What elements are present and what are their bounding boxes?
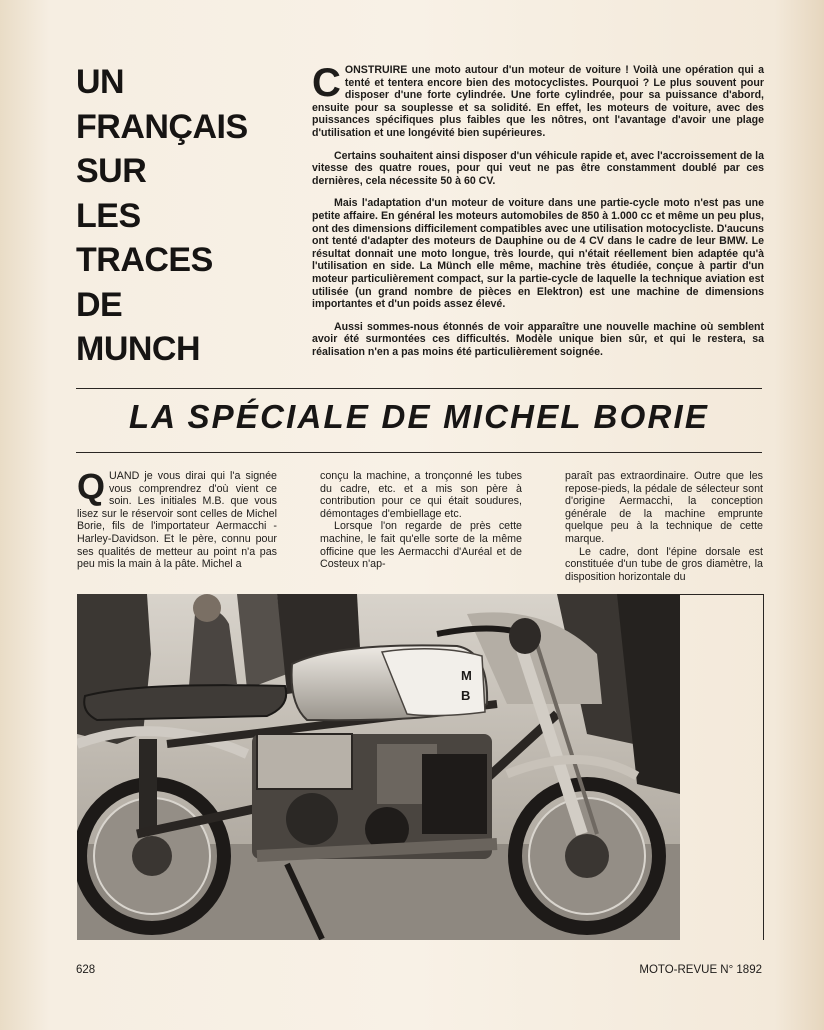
intro-paragraph: Certains souhaitent ainsi disposer d'un véhicule rapide et, avec l'accroissement de la vitesse des quatre roues, pour qui veut ne pas être constamment doublé par ces dernières, cela nécessite 50 à 60 CV. bbox=[312, 149, 764, 187]
drop-cap: Q bbox=[77, 466, 106, 507]
side-title-line: TRACES bbox=[76, 241, 213, 279]
column-paragraph: Le cadre, dont l'épine dorsale est constituée d'un tube de gros diamètre, la disposition horizontale du bbox=[565, 545, 763, 583]
top-rule bbox=[76, 388, 762, 389]
photo-frame bbox=[680, 594, 764, 940]
intro-paragraph bbox=[312, 61, 764, 140]
column-paragraph: paraît pas extraordinaire. Outre que les repose-pieds, la pédale de sélecteur sont d'origine Aermacchi, la conception générale de la machine emprunte quelque peu à la technique de cette marque. bbox=[565, 470, 763, 545]
motorcycle-photo bbox=[77, 594, 680, 940]
side-title-line: MUNCH bbox=[76, 330, 201, 368]
side-title-line: DE bbox=[76, 285, 123, 324]
intro-text bbox=[312, 61, 764, 368]
drop-cap: C bbox=[312, 61, 341, 105]
motorcycle-illustration bbox=[77, 594, 680, 940]
side-title bbox=[76, 60, 276, 372]
side-title-line: LES bbox=[76, 196, 141, 235]
column-paragraph bbox=[77, 466, 277, 571]
tank-letter-b: B bbox=[461, 688, 471, 703]
intro-paragraph: Aussi sommes-nous étonnés de voir apparaître une nouvelle machine où semblent avoir été surmontées ces difficultés. Modèle unique bien sûr, et qui le restera, sa réalisation n'en a pas moins été particulièrement soignée. bbox=[312, 320, 764, 358]
headline: LA SPÉCIALE DE MICHEL BORIE bbox=[128, 398, 710, 435]
headline-rule bbox=[76, 452, 762, 453]
side-title-line: SUR bbox=[76, 152, 147, 190]
article-column-1 bbox=[77, 466, 277, 571]
intro-paragraph: Mais l'adaptation d'un moteur de voiture dans une partie-cycle moto n'est pas une petite affaire. En général les moteurs automobiles de 850 à 1.000 cc et même un peu plus, ont des dimensions difficilement compatibles avec une utilisation motocycliste. D'aucuns ont tenté d'adapter des moteurs de Dauphine ou de 4 CV dans le cadre de leur BMW. Le résultat donnait une moto longue, très lourde, qui n'était réellement bien adaptée qu'à l'utilisation en side. La Münch elle même, machine très étudiée, conçue à partir d'un moteur particulièrement compact, sur la partie-cycle de laquelle la technique aviation est utilisée (un grand nombre de pièces en Elektron) est une machine de dimensions importantes et d'un poids assez élevé. bbox=[312, 197, 764, 311]
column-text: UAND je vous dirai qui l'a signée vous comprendrez d'où vient ce soin. Les initiales M.B. que vous lisez sur le réservoir sont celles de Michel Borie, fils de l'importateur Aermacchi - Harley-Davidson. Et le père, connu pour ses qualités de metteur au point n'a pas peu mis la main à la pâte. Michel a bbox=[77, 470, 277, 571]
intro-paragraph-text: ONSTRUIRE une moto autour d'un moteur de voiture ! Voilà une opération qui a tenté et tentera encore bien des motocyclistes. Pourquoi ? Le plus souvent pour disposer d'une forte cylindrée. Une forte cylindrée, pour sa puissance d'abord, ensuite pour sa souplesse et sa solidité. En effet, les moteurs de voiture, avec des puissances spécifiques plus faibles que les nôtres, ont l'avantage d'avoir une plage d'utilisation et une longévité bien supérieures. bbox=[312, 64, 764, 139]
publication-issue: MOTO-REVUE N° 1892 bbox=[639, 964, 762, 976]
tank-letter-m: M bbox=[461, 668, 472, 683]
side-title-line: UN bbox=[76, 63, 125, 101]
column-paragraph: Lorsque l'on regarde de près cette machine, le fait qu'elle sorte de la même officine que les Aermacchi d'Auréal et de Costeux n'ap- bbox=[320, 520, 522, 571]
page-number: 628 bbox=[76, 964, 96, 976]
article-column-3 bbox=[565, 470, 763, 583]
side-title-line: FRANÇAIS bbox=[76, 107, 248, 146]
column-paragraph: conçu la machine, a tronçonné les tubes du cadre, etc. et a mis son père à contribution pour ce qui était soudures, démontages d'embiellage etc. bbox=[320, 470, 522, 520]
article-column-2 bbox=[320, 470, 522, 571]
